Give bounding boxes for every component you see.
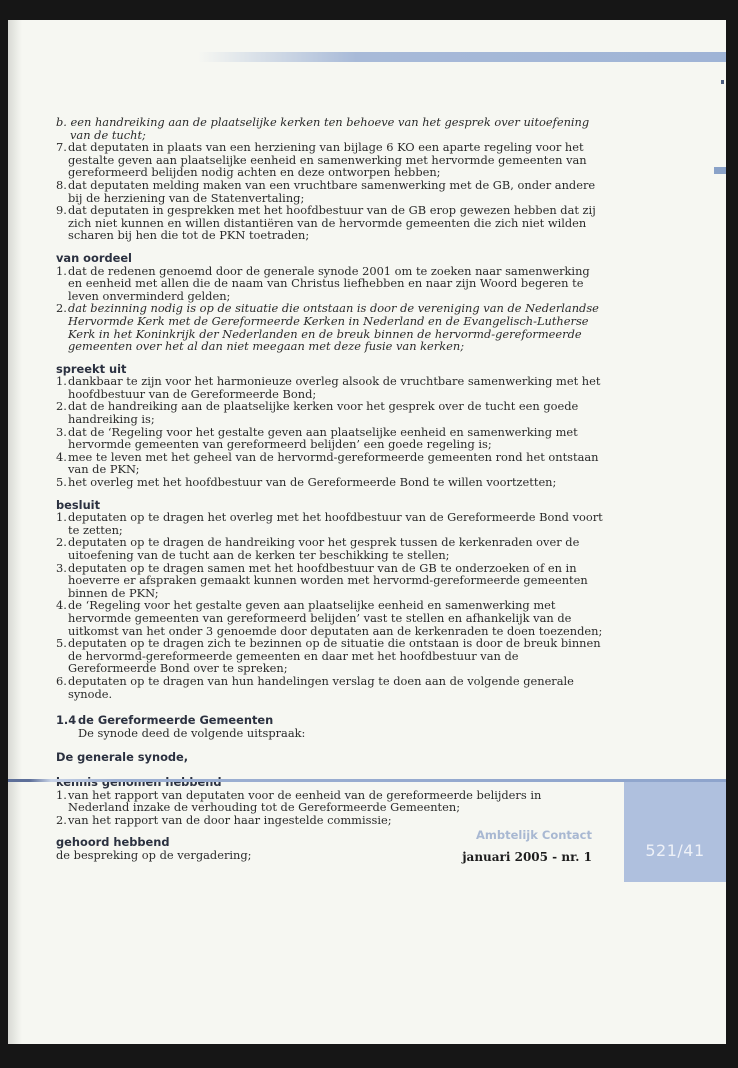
gehoord-text: de bespreking op de vergadering; [56,847,252,862]
page-binding-shadow [8,20,22,1044]
synode-heading: De generale synode, [56,750,189,765]
list-item: 1.van het rapport van deputaten voor de eenheid van de gereformeerde belijders in Nederland inzake de verhouding tot de Gereformeerde Gemeenten; [56,787,542,815]
list-item: 2.van het rapport van de door haar ingestelde commissie; [56,812,392,827]
list-item: 1.dankbaar te zijn voor het harmonieuze overleg alsook de vruchtbare samenwerking met het hoofdbestuur van de Gereformeerde Bond; [56,374,601,401]
list-item: 1.dat de redenen genoemd door de generale synode 2001 om te zoeken naar samenwerking en eenheid met allen die de naam van Christus liefhebben en naar zijn Woord begeren te leven onverminderd gelden; [56,263,590,303]
list-item: 5.deputaten op te dragen zich te bezinnen op de situatie die ontstaan is door de breuk binnen de hervormd-gereformeerde gemeenten en daar met het hoofdbestuur van de Gereformeerde Bond over te spreken; [56,636,601,676]
heading-besluit: besluit [56,497,101,512]
list-item: 8.dat deputaten melding maken van een vruchtbare samenwerking met de GB, onder andere bij de herziening van de Statenvertaling; [56,177,596,205]
section-intro: De synode deed de volgende uitspraak: [78,725,306,740]
kennis-list [56,789,606,827]
edge-thumb-tab [714,167,726,174]
spreekt-list [56,375,606,488]
list-item: 2.dat de handreiking aan de plaatselijke kerken voor het gesprek over de tucht een goede handreiking is; [56,399,579,427]
page-number: 521/41 [645,841,705,860]
list-item: 7.dat deputaten in plaats van een herziening van bijlage 6 KO een aparte regeling voor het gestalte geven aan plaatselijke eenheid en samenwerking met hervormde gemeenten van gereformeerd belijden nodig achten en deze ontworpen hebben; [56,140,587,180]
list-item: 5.het overleg met het hoofdbestuur van de Gereformeerde Bond te willen voortzetten; [56,475,557,490]
intro-item-b: b. een handreiking aan de plaatselijke kerken ten behoeve van het gesprek over uitoefening van de tucht; [56,115,590,142]
body-text [56,116,606,861]
list-item: 1.deputaten op te dragen het overleg met het hoofdbestuur van de Gereformeerde Bond voort te zetten; [56,510,603,537]
issue-label: januari 2005 - nr. 1 [462,850,592,864]
heading-spreekt-uit: spreekt uit [56,361,127,376]
section-number: 1.4 [56,713,77,728]
list-item: 2.dat bezinning nodig is op de situatie die ontstaan is door de vereniging van de Nederlandse Hervormde Kerk met de Gereformeerde Kerken in Nederland en de Evangelisch-Lutherse Kerk in het Koninkrijk der Nederlanden en de breuk binnen de hervormd-gereformeerde gemeenten over het al dan niet meegaan met deze fusie van kerken; [56,301,599,354]
list-item: 3.deputaten op te dragen samen met het hoofdbestuur van de GB te onderzoeken of en in hoeverre er afspraken gemaakt kunnen worden met hervormd-gereformeerde gemeenten binnen de PKN; [56,560,588,600]
list-item: 4.mee te leven met het geheel van de hervormd-gereformeerde gemeenten rond het ontstaan van de PKN; [56,449,599,477]
besluit-list [56,511,606,700]
section-heading [56,714,606,727]
list-item: 4.de ‘Regeling voor het gestalte geven aan plaatselijke eenheid en samenwerking met hervormde gemeenten van gereformeerd belijden’ vast te stellen en afhankelijk van de uitkomst van het onder 3 genoemde door deputaten aan de kerkenraden te doen toezenden; [56,598,603,638]
list-item: 9.dat deputaten in gesprekken met het hoofdbestuur van de GB erop gewezen hebben dat zij zich niet kunnen en willen distantiëren van de hervormde gemeenten die zich niet wilden scharen bij hen die tot de PKN toetraden; [56,203,596,243]
header-color-band [198,52,726,62]
list-item: 6.deputaten op te dragen van hun handelingen verslag te doen aan de volgende generale synode. [56,673,574,701]
edge-mark [721,80,724,84]
list-item: 2.deputaten op te dragen de handreiking voor het gesprek tussen de kerkenraden over de uitoefening van de tucht aan de kerken ter beschikking te stellen; [56,535,580,562]
list-item: 3.dat de ‘Regeling voor het gestalte geven aan plaatselijke eenheid en samenwerking met hervormde gemeenten van gereformeerd belijden’ een goede regeling is; [56,424,578,452]
document-page [8,20,726,1044]
intro-list [56,141,606,242]
oordeel-list [56,265,606,353]
heading-van-oordeel: van oordeel [56,250,132,265]
page-number-block [624,782,726,882]
footer-rule [8,779,726,782]
heading-gehoord: gehoord hebbend [56,835,170,850]
section-title: de Gereformeerde Gemeenten [78,713,274,728]
publication-title: Ambtelijk Contact [476,828,592,842]
